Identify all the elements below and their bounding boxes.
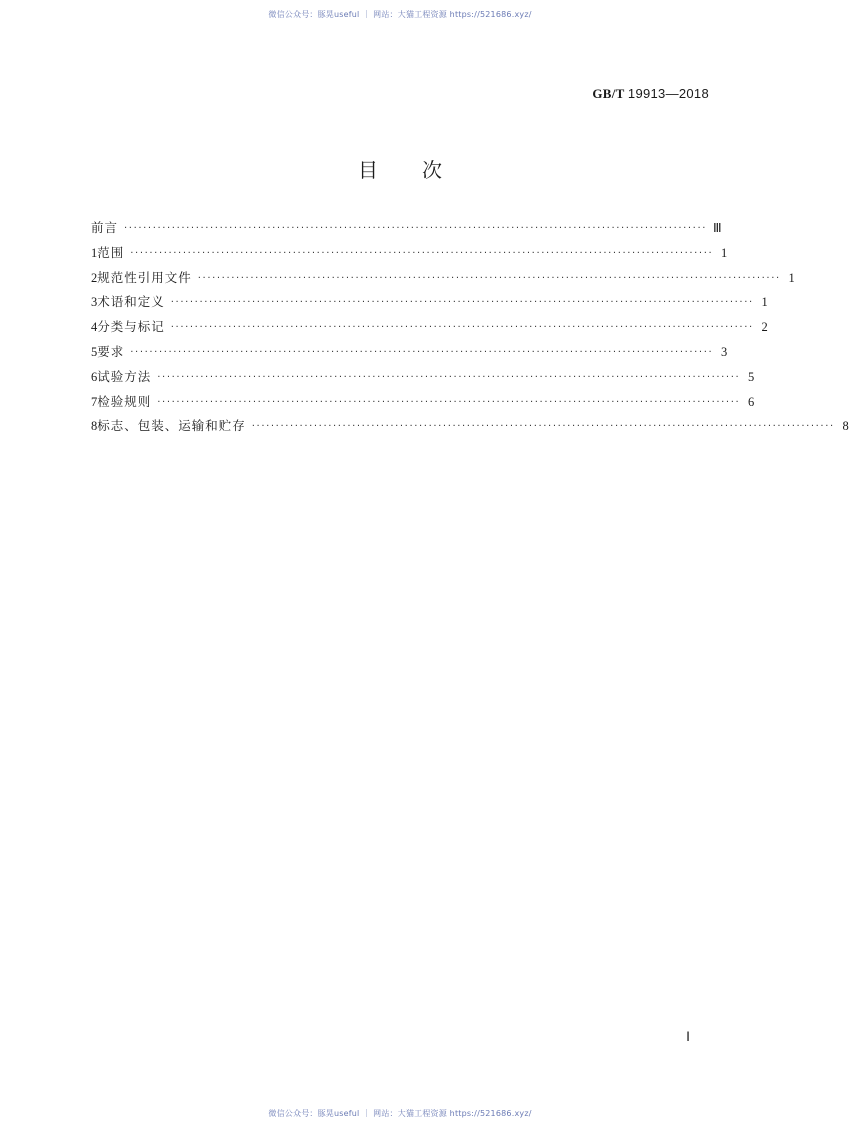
toc-entry-terms-definitions[interactable] (91, 292, 768, 317)
toc-entry-page: 1 (761, 295, 768, 310)
toc-entry-number: 1 (91, 245, 98, 260)
toc-entry-number: 8 (91, 419, 98, 434)
standard-prefix: GB/T (592, 86, 625, 101)
toc-entry-page: 2 (761, 320, 768, 335)
toc-entry-page: 5 (748, 369, 755, 384)
toc-entry-scope[interactable] (91, 243, 728, 268)
toc-entry-number: 2 (91, 270, 98, 285)
toc-entry-normative-references[interactable] (91, 268, 795, 293)
toc-entry-label: 前言 (91, 220, 119, 235)
toc-entry-label: 范围 (97, 244, 125, 260)
toc-entry-page: 1 (721, 245, 728, 260)
toc-entry-marking-packaging[interactable] (91, 416, 849, 441)
toc-entry-label: 标志、包装、运输和贮存 (97, 418, 246, 434)
toc-entry-number: 4 (91, 320, 98, 335)
toc-leader-dots: ·························································································································· (197, 272, 781, 284)
toc-entry-foreword[interactable] (91, 218, 722, 243)
toc-entry-number: 3 (91, 295, 98, 310)
toc-entry-page: 6 (748, 394, 755, 409)
toc-entry-page: 8 (842, 419, 849, 434)
toc-entry-number: 6 (91, 369, 98, 384)
toc-entry-number: 7 (91, 394, 98, 409)
toc-entry-requirements[interactable] (91, 342, 728, 367)
toc-leader-dots: ·························································································································· (124, 223, 708, 234)
toc-leader-dots: ·························································································································· (170, 322, 754, 334)
toc-entry-label: 规范性引用文件 (97, 269, 192, 285)
watermark-top: 微信公众号：豚晃useful ｜ 网站：大猫工程资源 https://521686.xyz/ (268, 10, 532, 19)
toc-leader-dots: ·························································································································· (170, 297, 754, 309)
toc-entry-label: 要求 (97, 343, 125, 359)
toc-entry-test-methods[interactable] (91, 367, 755, 392)
toc-entry-page: Ⅲ (713, 221, 722, 235)
toc-entry-number: 5 (91, 344, 98, 359)
toc-leader-dots: ·························································································································· (157, 371, 741, 383)
toc-entry-page: 1 (788, 270, 795, 285)
toc-leader-dots: ·························································································································· (130, 346, 714, 358)
toc-entry-page: 3 (721, 344, 728, 359)
toc-entry-label: 术语和定义 (97, 294, 165, 310)
toc-entry-label: 试验方法 (97, 368, 152, 384)
toc-leader-dots: ·························································································································· (130, 247, 714, 259)
watermark-bottom: 微信公众号：豚晃useful ｜ 网站：大猫工程资源 https://521686.xyz/ (268, 1109, 532, 1118)
toc-leader-dots: ·························································································································· (251, 421, 835, 433)
table-of-contents (91, 218, 849, 441)
standard-code (592, 86, 709, 102)
toc-leader-dots: ·························································································································· (157, 396, 741, 408)
toc-entry-label: 检验规则 (97, 393, 152, 409)
toc-entry-classification[interactable] (91, 317, 768, 342)
page-number: Ⅰ (686, 1029, 690, 1044)
toc-entry-label: 分类与标记 (97, 319, 165, 335)
standard-number: 19913—2018 (627, 86, 709, 101)
toc-entry-inspection-rules[interactable] (91, 392, 755, 417)
toc-title: 目次 (358, 158, 486, 182)
